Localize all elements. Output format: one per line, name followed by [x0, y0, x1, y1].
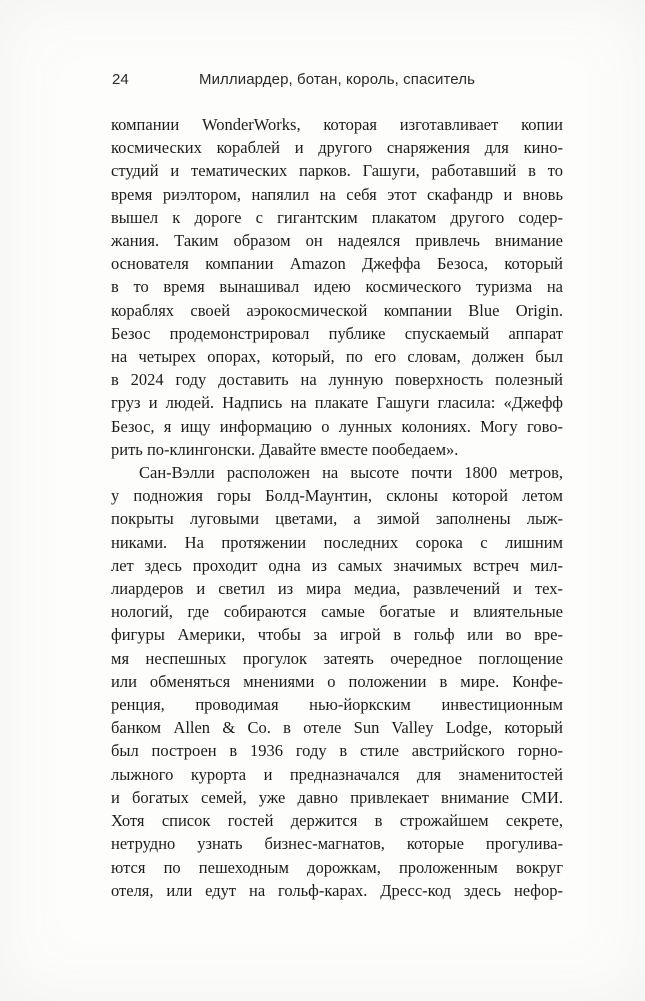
text-line: фигуры Америки, чтобы за игрой в гольф или во вре-: [111, 625, 563, 645]
text-line: лет здесь проходит одна из самых значимых встреч мил-: [111, 555, 563, 575]
text-line: никами. На протяжении последних сорока с лишним: [111, 532, 563, 552]
text-line: космических кораблей и другого снаряжения для кино-: [111, 138, 563, 158]
text-line: нетрудно узнать бизнес-магнатов, которые прогулива-: [111, 834, 563, 854]
text-line: Безос, я ищу информацию о лунных колониях. Могу гово-: [111, 416, 563, 436]
text-line: Безос продемонстрировал публике спускаемый аппарат: [111, 323, 563, 343]
text-line: отеля, или едут на гольф-карах. Дресс-код здесь нефор-: [111, 880, 563, 900]
text-line: у подножия горы Болд-Маунтин, склоны которой летом: [111, 486, 563, 506]
text-line: покрыты луговыми цветами, а зимой заполнены лыж-: [111, 509, 563, 529]
text-line: рить по-клингонски. Давайте вместе пообедаем».: [111, 439, 459, 459]
text-line: банком Allen & Co. в отеле Sun Valley Lodge, который: [111, 718, 563, 738]
text-line: Сан-Вэлли расположен на высоте почти 1800 метров,: [139, 463, 563, 483]
text-line: нологий, где собираются самые богатые и влиятельные: [111, 602, 563, 622]
paragraph-2: [111, 461, 563, 902]
page-body: [111, 113, 563, 902]
text-line: мя неспешных прогулок затеять очередное поглощение: [111, 648, 563, 668]
text-line: груз и людей. Надпись на плакате Гашуги гласила: «Джефф: [111, 393, 563, 413]
text-line: жания. Таким образом он надеялся привлечь внимание: [111, 231, 563, 251]
text-line: студий и тематических парков. Гашуги, работавший в то: [111, 161, 563, 181]
running-title: Миллиардер, ботан, король, спаситель: [198, 71, 476, 88]
text-line: в то время вынашивал идею космического туризма на: [111, 277, 563, 297]
text-line: время риэлтором, напялил на себя этот скафандр и вновь: [111, 184, 563, 204]
text-line: и богатых семей, уже давно привлекает внимание СМИ.: [111, 787, 563, 807]
text-line: вышел к дороге с гигантским плакатом другого содер-: [111, 207, 563, 227]
text-line: был построен в 1936 году в стиле австрийского горно-: [111, 741, 563, 761]
text-line: ются по пешеходным дорожкам, проложенным вокруг: [111, 857, 563, 877]
text-line: кораблях своей аэрокосмической компании Blue Origin.: [111, 300, 563, 320]
text-line: Хотя список гостей держится в строжайшем секрете,: [111, 811, 563, 831]
text-line: на четырех опорах, который, по его словам, должен был: [111, 347, 563, 367]
text-line: компании WonderWorks, которая изготавливает копии: [111, 115, 563, 134]
page-number: 24: [112, 71, 129, 88]
text-line: лыжного курорта и предназначался для знаменитостей: [111, 764, 563, 784]
text-line: или обменяться мнениями о положении в мире. Конфе-: [111, 671, 563, 691]
text-line: ренция, проводимая нью-йоркским инвестиционным: [111, 695, 563, 715]
page-header: [111, 70, 563, 90]
text-line: основателя компании Amazon Джеффа Безоса, который: [111, 254, 563, 274]
paragraph-1: [111, 113, 563, 461]
text-line: в 2024 году доставить на лунную поверхность полезный: [111, 370, 563, 390]
text-line: лиардеров и светил из мира медиа, развлечений и тех-: [111, 579, 563, 599]
